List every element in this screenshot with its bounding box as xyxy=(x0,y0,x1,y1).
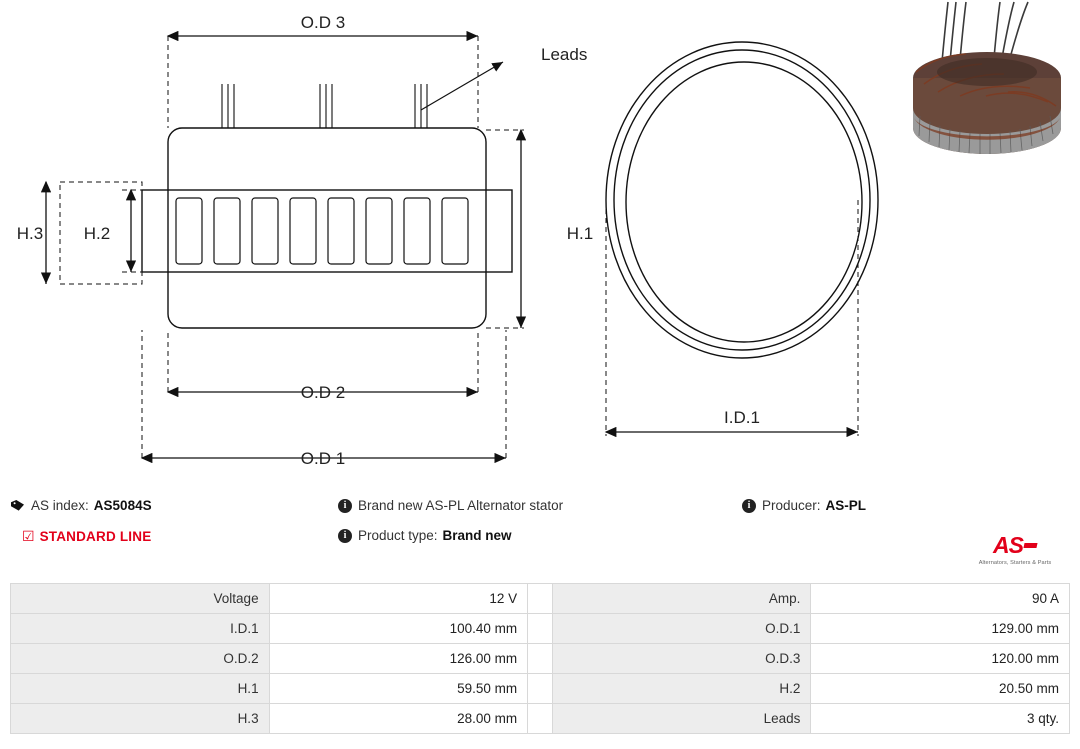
logo-bar xyxy=(1023,543,1037,548)
producer-label: Producer: xyxy=(762,498,821,513)
dim-label-h1: H.1 xyxy=(566,224,594,243)
info-icon: i xyxy=(338,499,352,513)
table-row xyxy=(11,584,1070,614)
spec-label: O.D.2 xyxy=(11,644,270,674)
spec-value: 59.50 mm xyxy=(269,674,528,704)
producer-value: AS-PL xyxy=(825,498,867,513)
info-row-1 xyxy=(0,498,1080,528)
spec-value: 12 V xyxy=(269,584,528,614)
spacer xyxy=(528,674,553,704)
tag-icon xyxy=(10,499,25,512)
description-field xyxy=(338,498,563,513)
dim-label-od3: O.D 3 xyxy=(300,13,346,32)
dim-label-leads: Leads xyxy=(541,45,588,64)
spec-label: O.D.1 xyxy=(552,614,811,644)
spec-value: 20.50 mm xyxy=(811,674,1070,704)
spec-label: H.3 xyxy=(11,704,270,734)
spacer xyxy=(528,614,553,644)
table-row xyxy=(11,674,1070,704)
spec-label: O.D.3 xyxy=(552,644,811,674)
spec-value: 126.00 mm xyxy=(269,644,528,674)
product-photo xyxy=(898,0,1076,215)
spec-value: 90 A xyxy=(811,584,1070,614)
dim-label-od1: O.D 1 xyxy=(300,449,346,468)
logo-text: AS xyxy=(993,532,1023,558)
dim-label-h3: H.3 xyxy=(16,224,44,243)
logo-tagline: Alternators, Starters & Parts xyxy=(978,560,1052,566)
as-index-label: AS index: xyxy=(31,498,89,513)
info-icon: i xyxy=(742,499,756,513)
spacer xyxy=(528,644,553,674)
specifications-table xyxy=(10,583,1070,734)
logo-mark xyxy=(960,534,1070,557)
spec-label: Amp. xyxy=(552,584,811,614)
product-info-block xyxy=(0,498,1080,576)
spec-label: Leads xyxy=(552,704,811,734)
spec-value: 3 qty. xyxy=(811,704,1070,734)
table-row xyxy=(11,614,1070,644)
spec-label: H.1 xyxy=(11,674,270,704)
info-icon: i xyxy=(338,529,352,543)
dim-label-h2: H.2 xyxy=(83,224,111,243)
table-row xyxy=(11,704,1070,734)
spec-label: I.D.1 xyxy=(11,614,270,644)
as-index-field xyxy=(10,498,152,513)
spec-value: 100.40 mm xyxy=(269,614,528,644)
checkbox-checked-icon: ☑ xyxy=(22,528,35,544)
as-index-value: AS5084S xyxy=(93,498,152,513)
spacer xyxy=(528,704,553,734)
as-pl-logo xyxy=(960,534,1070,566)
producer-field xyxy=(742,498,866,513)
dim-label-id1: I.D.1 xyxy=(724,408,760,427)
spec-value: 129.00 mm xyxy=(811,614,1070,644)
product-type-field xyxy=(338,528,512,543)
spacer xyxy=(528,584,553,614)
standard-line-label: STANDARD LINE xyxy=(39,529,152,544)
spec-label: Voltage xyxy=(11,584,270,614)
standard-line-badge xyxy=(22,528,151,545)
info-row-2 xyxy=(0,528,1080,558)
spec-label: H.2 xyxy=(552,674,811,704)
spec-value: 28.00 mm xyxy=(269,704,528,734)
description-text: Brand new AS-PL Alternator stator xyxy=(358,498,564,513)
dim-label-od2: O.D 2 xyxy=(300,383,346,402)
product-type-value: Brand new xyxy=(442,528,512,543)
product-type-label: Product type: xyxy=(358,528,438,543)
spec-value: 120.00 mm xyxy=(811,644,1070,674)
table-row xyxy=(11,644,1070,674)
